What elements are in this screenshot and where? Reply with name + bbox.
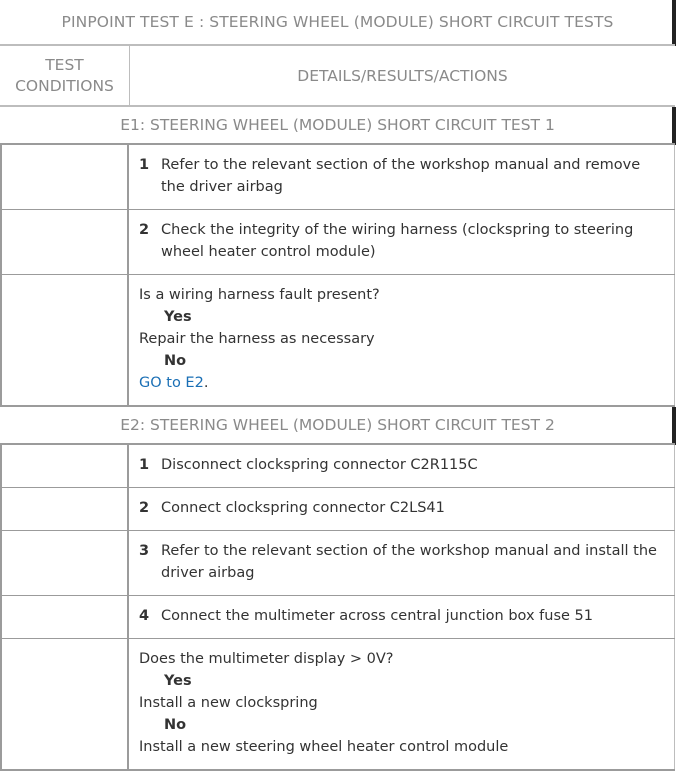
step [139, 154, 664, 198]
no-label: No [164, 717, 187, 733]
details-cell [129, 210, 675, 274]
test-conditions-cell [0, 639, 129, 769]
details-cell [129, 488, 675, 530]
column-header-row [0, 46, 675, 107]
step [139, 605, 664, 627]
table-title: PINPOINT TEST E : STEERING WHEEL (MODULE) SHORT CIRCUIT TESTS [0, 0, 675, 46]
e2-section-title: E2: STEERING WHEEL (MODULE) SHORT CIRCUIT TEST 2 [0, 407, 675, 445]
test-conditions-line2: CONDITIONS [15, 76, 114, 95]
yes-label: Yes [164, 309, 192, 325]
step [139, 497, 664, 519]
e1-section-title: E1: STEERING WHEEL (MODULE) SHORT CIRCUIT TEST 1 [0, 107, 675, 145]
no-action [139, 372, 664, 394]
step-number: 3 [139, 543, 150, 559]
test-conditions-cell [0, 445, 129, 487]
test-conditions-cell [0, 145, 129, 209]
no-label: No [164, 353, 187, 369]
step-text: Refer to the relevant section of the workshop manual and install the driver airbag [161, 543, 657, 581]
test-conditions-header [0, 46, 130, 105]
question-text: Does the multimeter display > 0V? [139, 651, 394, 667]
question-text: Is a wiring harness fault present? [139, 287, 380, 303]
yes-action: Install a new clockspring [139, 695, 318, 711]
details-cell [129, 145, 675, 209]
e2-step-row-1 [0, 445, 675, 488]
test-conditions-line1: TEST [45, 55, 84, 74]
test-conditions-cell [0, 488, 129, 530]
step-text: Connect the multimeter across central junction box fuse 51 [161, 608, 594, 624]
step-text: Connect clockspring connector C2LS41 [161, 500, 445, 516]
no-action-suffix: . [203, 375, 209, 391]
e2-result-row [0, 639, 675, 771]
details-cell [129, 596, 675, 638]
yes-action: Repair the harness as necessary [139, 331, 375, 347]
step-number: 2 [139, 500, 150, 516]
e1-step-row-1 [0, 145, 675, 210]
step [139, 219, 664, 263]
step-number: 4 [139, 608, 150, 624]
step [139, 454, 664, 476]
step-number: 1 [139, 457, 150, 473]
e1-step-row-2 [0, 210, 675, 275]
test-conditions-cell [0, 596, 129, 638]
test-conditions-cell [0, 210, 129, 274]
e2-step-row-3 [0, 531, 675, 596]
step-number: 2 [139, 222, 150, 238]
step-text: Disconnect clockspring connector C2R115C [161, 457, 478, 473]
details-cell [129, 639, 675, 769]
no-action: Install a new steering wheel heater control module [139, 739, 509, 755]
e2-step-row-2 [0, 488, 675, 531]
yes-label: Yes [164, 673, 192, 689]
e2-step-row-4 [0, 596, 675, 639]
step-text: Check the integrity of the wiring harness (clockspring to steering wheel heater control module) [161, 222, 634, 260]
details-cell [129, 275, 675, 405]
details-header: DETAILS/RESULTS/ACTIONS [297, 66, 508, 85]
go-to-e2-link[interactable]: GO to E2 [139, 375, 204, 391]
step [139, 540, 664, 584]
e1-result-row [0, 275, 675, 407]
details-cell [129, 531, 675, 595]
test-conditions-cell [0, 275, 129, 405]
step-number: 1 [139, 157, 150, 173]
details-cell [129, 445, 675, 487]
test-conditions-cell [0, 531, 129, 595]
step-text: Refer to the relevant section of the workshop manual and remove the driver airbag [161, 157, 641, 195]
